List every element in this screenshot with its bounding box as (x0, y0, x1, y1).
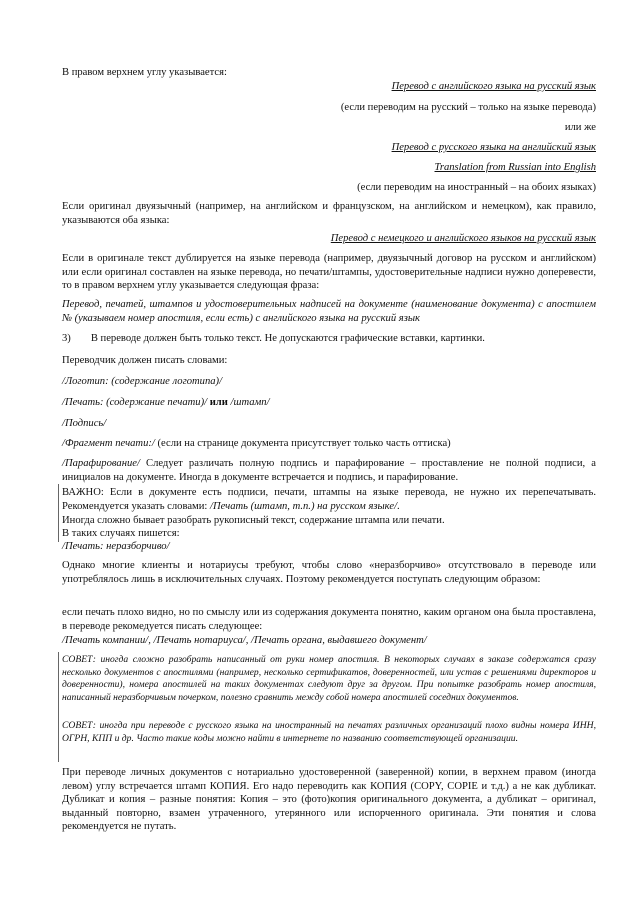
stamp-translation-phrase: Перевод, печатей, штампов и удостоверительных надписей на документе (наименование документа) с апостилем № (указываем номер апостиля, если есть) с английского языка на русский язык (62, 299, 596, 324)
header-note-foreign: (если переводим на иностранный – на обоих языках) (357, 182, 596, 193)
bilingual-paragraph: Если оригинал двуязычный (например, на английском и французском, на английском и немецком), как правило, указываются оба языка: (62, 201, 596, 226)
initials-paragraph: /Парафирование/ Следует различать полную подпись и парафирование – проставление не полной подписи, а инициалов на документе. Иногда в документе встречается и подпись, и парафирование. (62, 458, 596, 483)
tip-apostille: СОВЕТ: иногда сложно разобрать написанный от руки номер апостиля. В некоторых случаях в заказе содержатся сразу несколько документов с апостилями (например, несколько сертификатов, доверенностей, или устав с решениями директоров и доверенности), номера апостилей на таких документах следуют друг за другом. При попытке разобрать номер апостиля, написанный неразборчивым почерком, полезно сравнить между собой номера апостилей соседних документов. (62, 654, 596, 703)
margin-change-bar (58, 484, 59, 542)
handwriting-note: Иногда сложно бывает разобрать рукописный текст, содержание штампа или печати. (62, 515, 445, 526)
header-translation-en: Translation from Russian into English (434, 162, 596, 173)
copy-paragraph: При переводе личных документов с нотариально удостоверенной (заверенной) копии, в верхнем правом (иногда левом) углу встречается штамп КОПИЯ. Его надо переводить как КОПИЯ (COPY, COPIE и т.д.) а не как дубликат. Дубликат и копия – разные понятия: Копия – это (фото)копия оригинального документа, а дубликат – оригинал, выданный повторно, взамен утраченного, утерянного или испорченного оригинала. Эти понятия и слова рекомендуется не путать. (62, 767, 596, 833)
poor-stamp-paragraph: если печать плохо видно, но по смыслу или из содержания документа понятно, каким органом она была проставлена, в переводе рекомедуется писать следующее: (62, 607, 596, 632)
duplicate-paragraph: Если в оригинале текст дублируется на языке перевода (например, двуязычный договор на русском и английском) или если оригинал составлен на языке перевода, но печати/штампы, удостоверительные надписи нужно доперевести, то в правом верхнем углу указывается следующая фраза: (62, 253, 596, 292)
important-paragraph: ВАЖНО: Если в документе есть подписи, печати, штампы на языке перевода, не нужно их перепечатывать. Рекомендуется указать словами: /Печать (штамп, т.п.) на русском языке/. (62, 487, 596, 512)
header-en-ru: Перевод с английского языка на русский язык (391, 81, 596, 92)
fragment-example: /Фрагмент печати:/ (если на странице документа присутствует только часть оттиска) (62, 438, 451, 449)
rule-number: 3) (62, 333, 71, 344)
clients-paragraph: Однако многие клиенты и нотариусы требуют, чтобы слово «неразборчиво» отсутствовало в переводе или употреблялось лишь в исключительных случаях. Поэтому рекомендуется поступать следующим образом: (62, 560, 596, 585)
illegible-example: /Печать: неразборчиво/ (62, 541, 170, 552)
stamp-names-example: /Печать компании/, /Печать нотариуса/, /Печать органа, выдавшего документ/ (62, 635, 427, 646)
stamp-example: /Печать: (содержание печати)/ или /штамп/ (62, 397, 270, 408)
margin-change-bar-2 (58, 652, 59, 762)
tip-codes: СОВЕТ: иногда при переводе с русского языка на иностранный на печатях различных организаций плохо видны номера ИНН, ОГРН, КПП и др. Часто такие коды можно найти в интернете по названию соответствующей организации. (62, 720, 596, 744)
header-note-ru: (если переводим на русский – только на языке перевода) (340, 102, 596, 113)
words-intro: Переводчик должен писать словами: (62, 355, 228, 366)
rule-text: В переводе должен быть только текст. Не допускаются графические вставки, картинки. (90, 333, 485, 344)
signature-example: /Подпись/ (62, 418, 107, 429)
or-label: или же (564, 122, 596, 133)
rule-3 (62, 332, 596, 346)
header-de-en-ru: Перевод с немецкого и английского языков на русский язык (330, 233, 596, 244)
intro-paragraph: В правом верхнем углу указывается: (62, 67, 227, 78)
header-ru-en: Перевод с русского языка на английский язык (391, 142, 596, 153)
such-cases-note: В таких случаях пишется: (62, 528, 180, 539)
logo-example: /Логотип: (содержание логотипа)/ (62, 376, 223, 387)
